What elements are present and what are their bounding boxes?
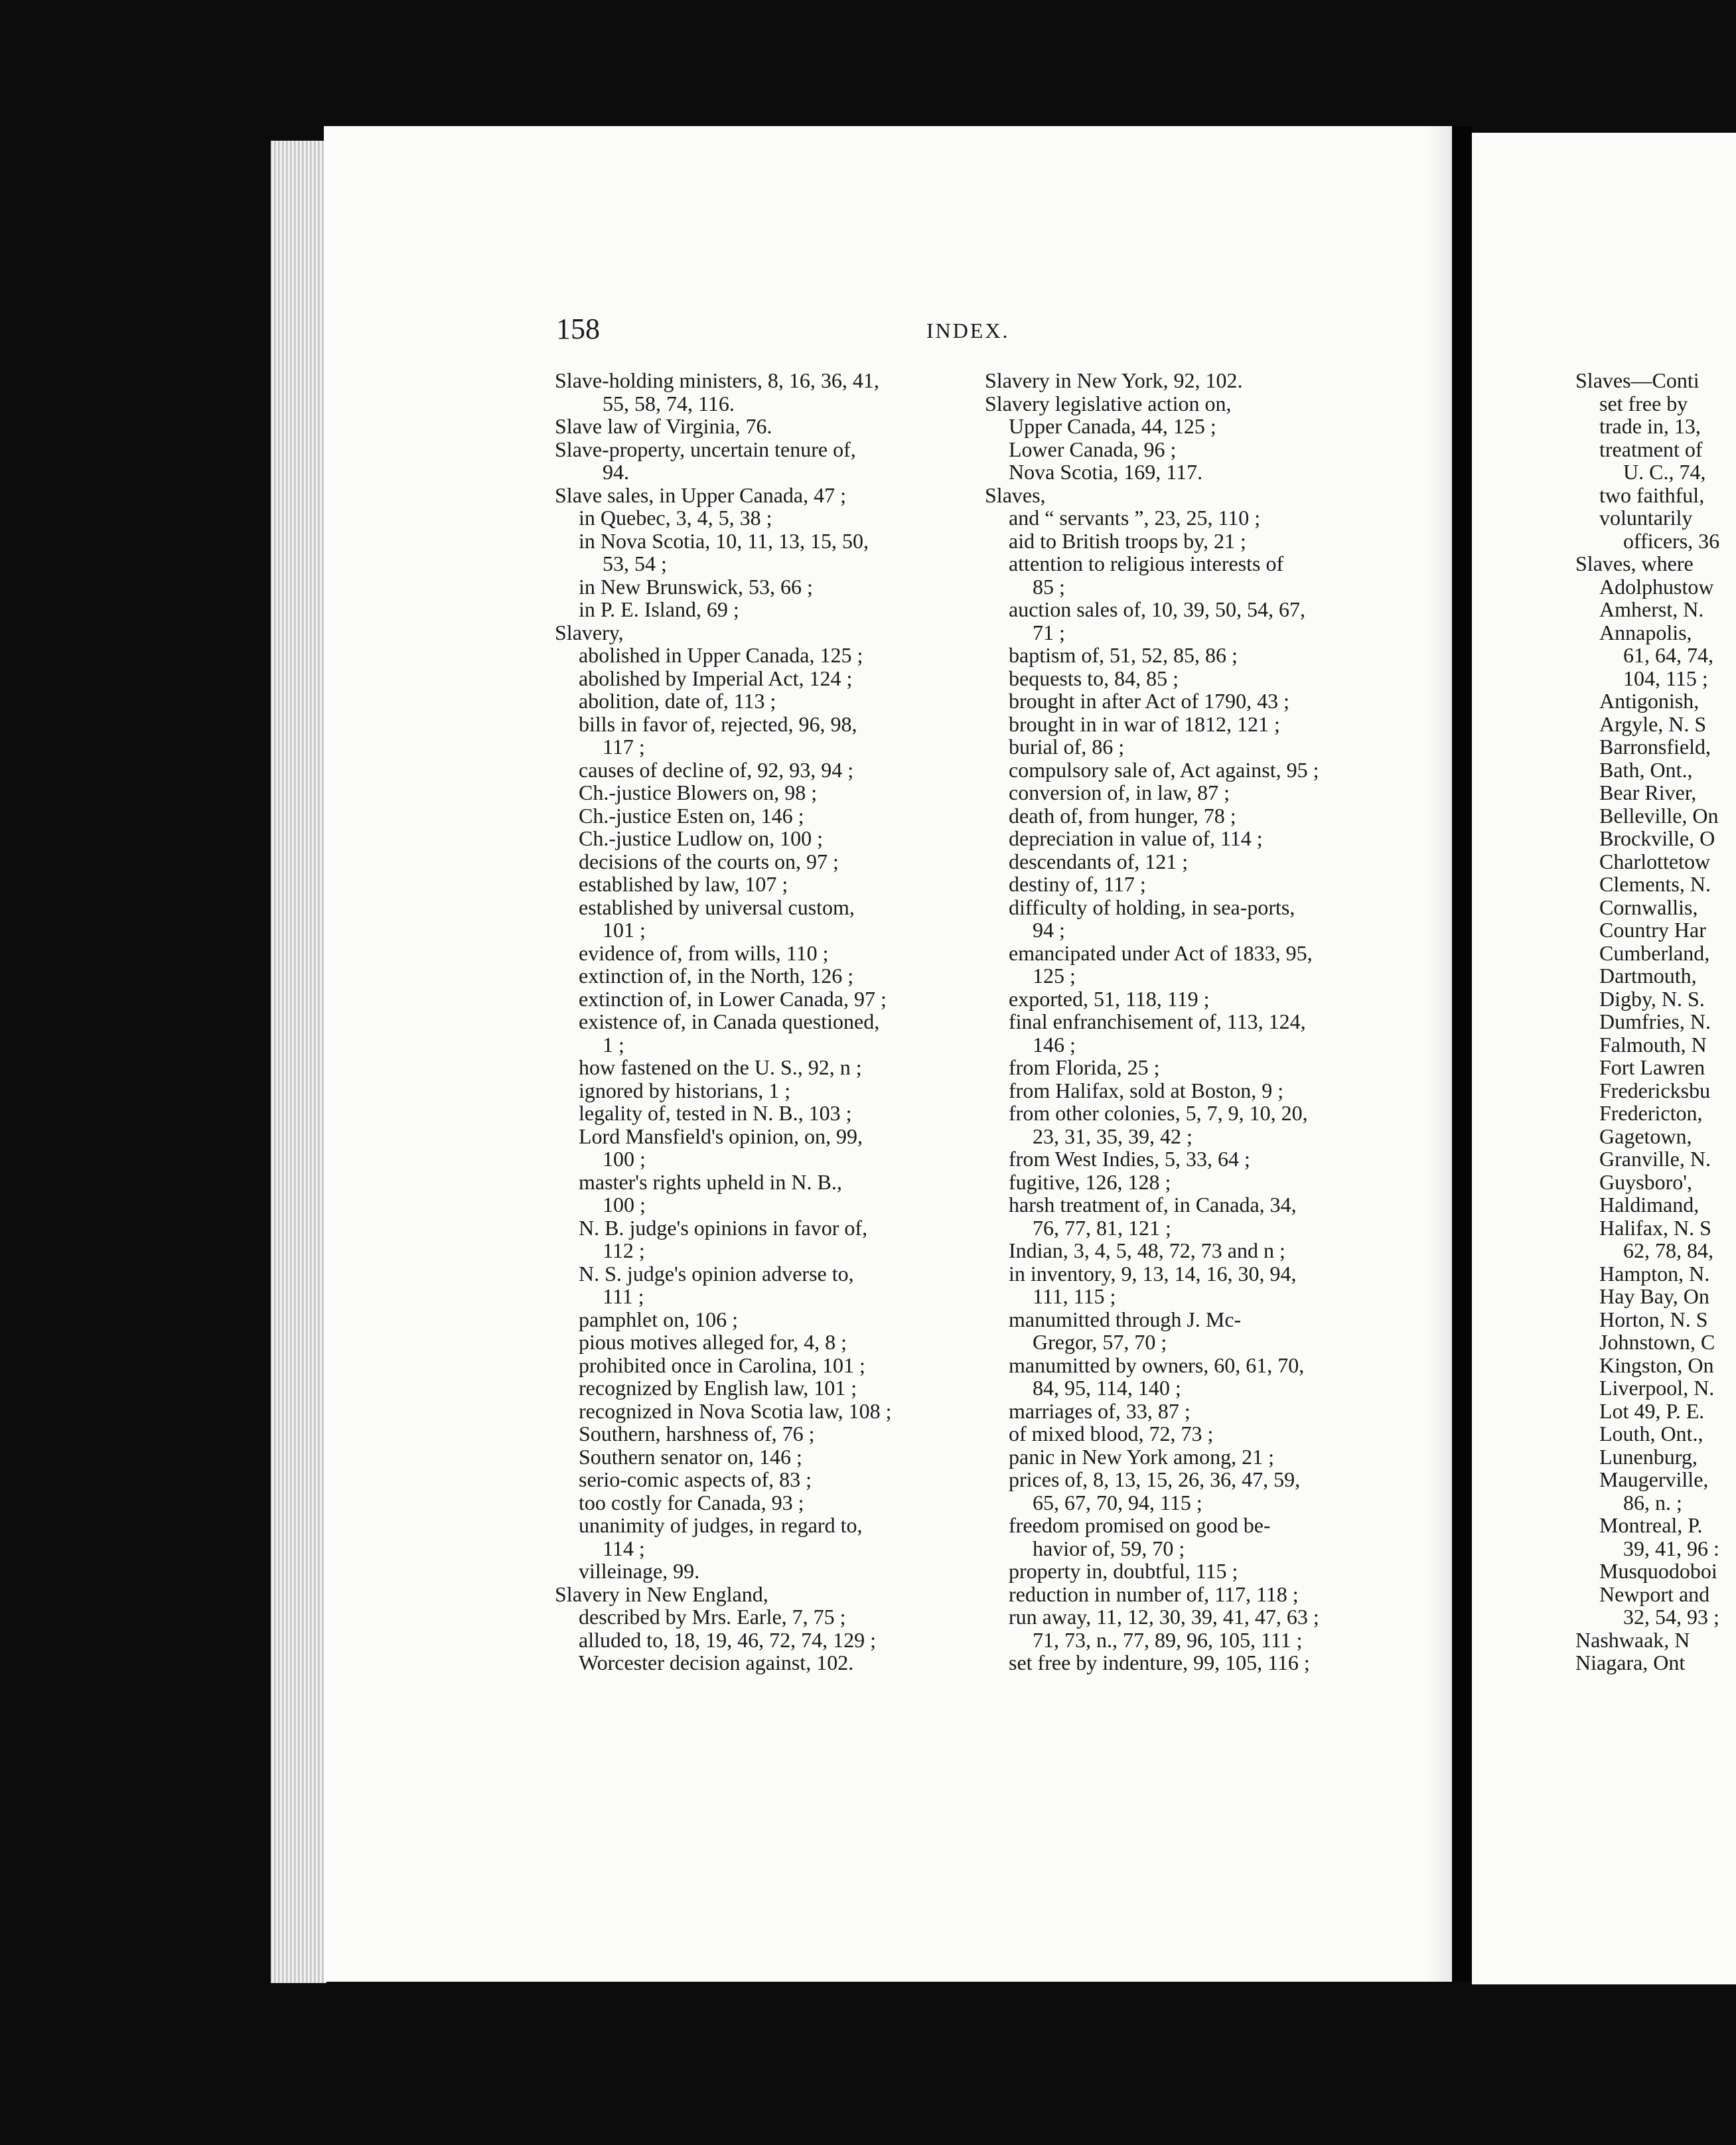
index-entry: Charlottetow xyxy=(1599,849,1711,873)
index-entry: Gregor, 57, 70 ; xyxy=(1033,1330,1167,1354)
index-entry: havior of, 59, 70 ; xyxy=(1033,1536,1185,1560)
index-entry: reduction in number of, 117, 118 ; xyxy=(1009,1582,1299,1606)
index-entry: villeinage, 99. xyxy=(579,1559,700,1583)
index-entry: abolition, date of, 113 ; xyxy=(579,689,776,713)
index-entry: Maugerville, xyxy=(1599,1467,1709,1491)
index-entry: extinction of, in the North, 126 ; xyxy=(579,964,854,988)
index-entry: how fastened on the U. S., 92, n ; xyxy=(579,1055,862,1079)
index-entry: Lot 49, P. E. xyxy=(1599,1398,1705,1423)
index-entry: Bear River, xyxy=(1599,780,1697,804)
index-entry: bequests to, 84, 85 ; xyxy=(1009,666,1179,690)
index-entry: Falmouth, N xyxy=(1599,1032,1707,1057)
index-entry: evidence of, from wills, 110 ; xyxy=(579,940,829,965)
index-entry: from Halifax, sold at Boston, 9 ; xyxy=(1009,1078,1284,1102)
index-entry: 100 ; xyxy=(603,1147,646,1171)
index-entry: burial of, 86 ; xyxy=(1009,735,1125,759)
index-entry: 39, 41, 96 : xyxy=(1623,1536,1719,1560)
index-entry: Slaves, xyxy=(985,482,1046,507)
running-head: INDEX. xyxy=(926,319,1010,342)
index-entry: 61, 64, 74, xyxy=(1623,643,1713,667)
index-entry: Louth, Ont., xyxy=(1599,1422,1703,1445)
index-entry: and “ servants ”, 23, 25, 110 ; xyxy=(1009,506,1261,530)
index-entry: treatment of xyxy=(1599,437,1703,461)
index-entry: Slavery in New York, 92, 102. xyxy=(985,368,1243,392)
index-entry: Newport and xyxy=(1599,1582,1710,1606)
index-entry: Country Har xyxy=(1599,918,1706,942)
index-entry: baptism of, 51, 52, 85, 86 ; xyxy=(1009,643,1238,667)
index-entry: 55, 58, 74, 116. xyxy=(603,391,735,415)
index-entry: from Florida, 25 ; xyxy=(1009,1055,1160,1079)
index-entry: 85 ; xyxy=(1033,574,1065,599)
index-entry: Clements, N. xyxy=(1599,872,1711,896)
index-entry: Slaves—Conti xyxy=(1575,368,1700,392)
book-page-edges xyxy=(271,141,326,1983)
index-entry: Slavery, xyxy=(555,620,624,644)
index-entry: Montreal, P. xyxy=(1599,1513,1703,1537)
index-entry: 86, n. ; xyxy=(1623,1490,1682,1515)
index-entry: fugitive, 126, 128 ; xyxy=(1009,1169,1171,1194)
index-entry: Ch.-justice Blowers on, 98 ; xyxy=(579,780,818,804)
index-entry: auction sales of, 10, 39, 50, 54, 67, xyxy=(1009,597,1306,621)
index-entry: 101 ; xyxy=(603,918,646,942)
index-entry: Amherst, N. xyxy=(1599,597,1704,621)
index-entry: aid to British troops by, 21 ; xyxy=(1009,528,1246,553)
index-entry: manumitted by owners, 60, 61, 70, xyxy=(1009,1353,1305,1377)
index-entry: Slavery in New England, xyxy=(555,1582,768,1606)
index-entry: Indian, 3, 4, 5, 48, 72, 73 and n ; xyxy=(1009,1238,1285,1262)
index-entry: marriages of, 33, 87 ; xyxy=(1009,1398,1191,1423)
index-entry: 125 ; xyxy=(1033,964,1076,988)
index-entry: 53, 54 ; xyxy=(603,552,667,575)
index-entry: Bath, Ont., xyxy=(1599,757,1693,782)
gutter-shadow xyxy=(1427,126,1453,1982)
index-entry: U. C., 74, xyxy=(1623,460,1706,484)
index-entry: existence of, in Canada questioned, xyxy=(579,1009,880,1033)
index-entry: set free by indenture, 99, 105, 116 ; xyxy=(1009,1651,1310,1674)
index-entry: depreciation in value of, 114 ; xyxy=(1009,826,1263,850)
index-entry: Guysboro', xyxy=(1599,1169,1692,1194)
index-entry: panic in New York among, 21 ; xyxy=(1009,1444,1274,1469)
index-entry: Gagetown, xyxy=(1599,1124,1692,1148)
index-entry: brought in after Act of 1790, 43 ; xyxy=(1009,689,1290,713)
index-entry: brought in in war of 1812, 121 ; xyxy=(1009,711,1280,736)
index-entry: established by universal custom, xyxy=(579,895,855,919)
index-entry: in Quebec, 3, 4, 5, 38 ; xyxy=(579,506,772,530)
index-entry: Lunenburg, xyxy=(1599,1444,1698,1469)
index-entry: Ch.-justice Esten on, 146 ; xyxy=(579,803,804,828)
index-entry: N. B. judge's opinions in favor of, xyxy=(579,1215,868,1240)
index-entry: Musquodoboi xyxy=(1599,1559,1717,1583)
index-entry: attention to religious interests of xyxy=(1009,552,1284,575)
index-entry: in inventory, 9, 13, 14, 16, 30, 94, xyxy=(1009,1261,1297,1286)
index-entry: described by Mrs. Earle, 7, 75 ; xyxy=(579,1605,846,1629)
index-entry: Kingston, On xyxy=(1599,1353,1714,1377)
index-entry: Slave law of Virginia, 76. xyxy=(555,414,772,438)
index-entry: in Nova Scotia, 10, 11, 13, 15, 50, xyxy=(579,528,869,553)
index-entry: death of, from hunger, 78 ; xyxy=(1009,803,1236,828)
index-entry: extinction of, in Lower Canada, 97 ; xyxy=(579,986,887,1011)
index-entry: emancipated under Act of 1833, 95, xyxy=(1009,940,1313,965)
index-entry: abolished in Upper Canada, 125 ; xyxy=(579,643,863,667)
index-entry: set free by xyxy=(1599,391,1688,415)
index-entry: in New Brunswick, 53, 66 ; xyxy=(579,574,813,599)
index-entry: N. S. judge's opinion adverse to, xyxy=(579,1261,854,1286)
index-entry: causes of decline of, 92, 93, 94 ; xyxy=(579,757,854,782)
index-entry: Dumfries, N. xyxy=(1599,1009,1711,1033)
index-entry: 62, 78, 84, xyxy=(1623,1238,1713,1262)
index-entry: bills in favor of, rejected, 96, 98, xyxy=(579,711,857,736)
index-entry: Worcester decision against, 102. xyxy=(579,1651,854,1674)
index-entry: 23, 31, 35, 39, 42 ; xyxy=(1033,1124,1193,1148)
index-entry: 71, 73, n., 77, 89, 96, 105, 111 ; xyxy=(1033,1627,1303,1652)
index-entry: 1 ; xyxy=(603,1032,624,1057)
index-entry: conversion of, in law, 87 ; xyxy=(1009,780,1230,804)
index-entry: 104, 115 ; xyxy=(1623,666,1708,690)
index-entry: recognized by English law, 101 ; xyxy=(579,1376,857,1400)
index-entry: Upper Canada, 44, 125 ; xyxy=(1009,414,1216,438)
index-entry: Niagara, Ont xyxy=(1575,1651,1686,1674)
index-entry: Horton, N. S xyxy=(1599,1307,1708,1331)
index-entry: in P. E. Island, 69 ; xyxy=(579,597,739,621)
index-entry: Cornwallis, xyxy=(1599,895,1698,919)
right-page xyxy=(1472,133,1736,1984)
index-entry: 146 ; xyxy=(1033,1032,1076,1057)
index-entry: Fredericton, xyxy=(1599,1101,1703,1125)
index-entry: established by law, 107 ; xyxy=(579,872,788,896)
index-entry: Southern, harshness of, 76 ; xyxy=(579,1422,815,1445)
index-entry: Fort Lawren xyxy=(1599,1055,1705,1079)
index-entry: Annapolis, xyxy=(1599,620,1692,644)
index-entry: 112 ; xyxy=(603,1238,645,1262)
index-entry: Slave-property, uncertain tenure of, xyxy=(555,437,856,461)
index-entry: Granville, N. xyxy=(1599,1147,1711,1171)
index-entry: destiny of, 117 ; xyxy=(1009,872,1146,896)
index-entry: Lord Mansfield's opinion, on, 99, xyxy=(579,1124,863,1148)
index-entry: Hay Bay, On xyxy=(1599,1284,1709,1308)
index-entry: Nova Scotia, 169, 117. xyxy=(1009,460,1203,484)
index-entry: unanimity of judges, in regard to, xyxy=(579,1513,863,1537)
index-entry: Lower Canada, 96 ; xyxy=(1009,437,1177,461)
index-entry: from other colonies, 5, 7, 9, 10, 20, xyxy=(1009,1101,1308,1125)
index-entry: 111 ; xyxy=(603,1284,644,1308)
index-entry: of mixed blood, 72, 73 ; xyxy=(1009,1422,1214,1445)
index-entry: Slave-holding ministers, 8, 16, 36, 41, xyxy=(555,368,879,392)
index-entry: alluded to, 18, 19, 46, 72, 74, 129 ; xyxy=(579,1627,876,1652)
index-entry: Halifax, N. S xyxy=(1599,1215,1711,1240)
index-entry: ignored by historians, 1 ; xyxy=(579,1078,791,1102)
index-entry: 94. xyxy=(603,460,629,484)
index-entry: prices of, 8, 13, 15, 26, 36, 47, 59, xyxy=(1009,1467,1301,1491)
index-entry: 114 ; xyxy=(603,1536,645,1560)
index-entry: Fredericksbu xyxy=(1599,1078,1711,1102)
index-entry: property in, doubtful, 115 ; xyxy=(1009,1559,1238,1583)
index-entry: Slaves, where xyxy=(1575,552,1694,575)
index-entry: 117 ; xyxy=(603,735,645,759)
index-column-left xyxy=(555,369,977,1674)
index-column-right-page xyxy=(1472,369,1736,1674)
index-column-middle xyxy=(985,369,1396,1674)
index-entry: Dartmouth, xyxy=(1599,964,1697,988)
index-entry: Johnstown, C xyxy=(1599,1330,1715,1354)
index-entry: 111, 115 ; xyxy=(1033,1284,1116,1308)
index-entry: Cumberland, xyxy=(1599,940,1710,965)
index-entry: abolished by Imperial Act, 124 ; xyxy=(579,666,853,690)
index-entry: too costly for Canada, 93 ; xyxy=(579,1490,804,1515)
index-entry: Belleville, On xyxy=(1599,803,1719,828)
index-entry: Nashwaak, N xyxy=(1575,1627,1690,1652)
index-entry: Digby, N. S. xyxy=(1599,986,1705,1011)
index-entry: Haldimand, xyxy=(1599,1193,1700,1217)
index-entry: Southern senator on, 146 ; xyxy=(579,1444,802,1469)
index-entry: 100 ; xyxy=(603,1193,646,1217)
index-entry: trade in, 13, xyxy=(1599,414,1701,438)
index-entry: voluntarily xyxy=(1599,506,1693,530)
page-gap xyxy=(1452,126,1472,1982)
index-entry: Ch.-justice Ludlow on, 100 ; xyxy=(579,826,823,850)
index-entry: 84, 95, 114, 140 ; xyxy=(1033,1376,1181,1400)
index-entry: final enfranchisement of, 113, 124, xyxy=(1009,1009,1306,1033)
index-entry: Barronsfield, xyxy=(1599,735,1711,759)
index-entry: officers, 36 xyxy=(1623,528,1720,553)
index-entry: Antigonish, xyxy=(1599,689,1700,713)
index-entry: Slavery legislative action on, xyxy=(985,391,1232,415)
page-number: 158 xyxy=(556,313,600,345)
index-entry: from West Indies, 5, 33, 64 ; xyxy=(1009,1147,1250,1171)
index-entry: exported, 51, 118, 119 ; xyxy=(1009,986,1210,1011)
index-entry: freedom promised on good be- xyxy=(1009,1513,1271,1537)
index-entry: 94 ; xyxy=(1033,918,1065,942)
index-entry: Argyle, N. S xyxy=(1599,711,1707,736)
index-entry: 65, 67, 70, 94, 115 ; xyxy=(1033,1490,1202,1515)
index-entry: difficulty of holding, in sea-ports, xyxy=(1009,895,1295,919)
index-entry: serio-comic aspects of, 83 ; xyxy=(579,1467,812,1491)
index-entry: Brockville, O xyxy=(1599,826,1715,850)
index-entry: 71 ; xyxy=(1033,620,1065,644)
index-entry: compulsory sale of, Act against, 95 ; xyxy=(1009,757,1319,782)
index-entry: manumitted through J. Mc- xyxy=(1009,1307,1242,1331)
index-entry: run away, 11, 12, 30, 39, 41, 47, 63 ; xyxy=(1009,1605,1319,1629)
index-entry: pamphlet on, 106 ; xyxy=(579,1307,738,1331)
index-entry: recognized in Nova Scotia law, 108 ; xyxy=(579,1398,892,1423)
index-entry: 32, 54, 93 ; xyxy=(1623,1605,1719,1629)
index-entry: Adolphustow xyxy=(1599,574,1714,599)
index-entry: legality of, tested in N. B., 103 ; xyxy=(579,1101,852,1125)
index-entry: prohibited once in Carolina, 101 ; xyxy=(579,1353,865,1377)
index-entry: harsh treatment of, in Canada, 34, xyxy=(1009,1193,1297,1217)
index-entry: 76, 77, 81, 121 ; xyxy=(1033,1215,1171,1240)
index-entry: two faithful, xyxy=(1599,482,1705,507)
index-entry: Hampton, N. xyxy=(1599,1261,1710,1286)
index-entry: Liverpool, N. xyxy=(1599,1376,1715,1400)
index-entry: decisions of the courts on, 97 ; xyxy=(579,849,839,873)
index-entry: pious motives alleged for, 4, 8 ; xyxy=(579,1330,847,1354)
index-entry: descendants of, 121 ; xyxy=(1009,849,1189,873)
index-entry: Slave sales, in Upper Canada, 47 ; xyxy=(555,482,846,507)
index-entry: master's rights upheld in N. B., xyxy=(579,1169,842,1194)
